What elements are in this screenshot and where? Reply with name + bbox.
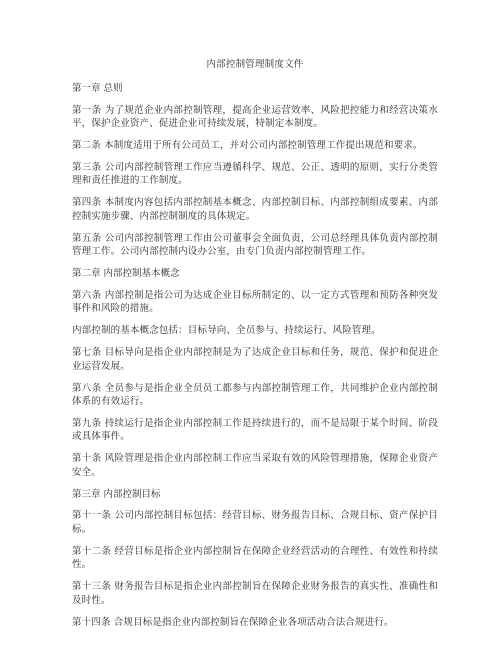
article-9: 第九条 持续运行是指企业内部控制工作是持续进行的，而不是局限于某个时间、阶段或具体事件。 <box>72 418 438 443</box>
article-3: 第三条 公司内部控制管理工作应当遵循科学、规范、公正、透明的原则，实行分类管理和责任推进的工作制度。 <box>72 162 438 187</box>
article-4: 第四条 本制度内容包括内部控制基本概念、内部控制目标、内部控制组成要素、内部控制实施步骤、内部控制制度的具体规定。 <box>72 197 438 222</box>
article-7: 第七条 目标导向是指企业内部控制是为了达成企业目标和任务，规范、保护和促进企业运营发展。 <box>72 347 438 372</box>
article-6: 第六条 内部控制是指公司为达成企业目标所制定的、以一定方式管理和预防各种突发事件和风险的措施。 <box>72 289 438 315</box>
article-2: 第二条 本制度适用于所有公司员工，并对公司内部控制管理工作提出规范和要求。 <box>72 140 423 151</box>
chapter-heading-2: 第二章 内部控制基本概念 <box>72 268 180 280</box>
article-11: 第十一条 公司内部控制目标包括：经营目标、财务报告目标、合规目标、资产保护目标。 <box>72 510 438 535</box>
article-5: 第五条 公司内部控制管理工作由公司董事会全面负责，公司总经理具体负责内部控制管理工作。公司内部控制内设办公室，由专门负责内部控制管理工作。 <box>72 232 438 258</box>
article-12: 第十二条 经营目标是指企业内部控制旨在保障企业经营活动的合理性、有效性和持续性。 <box>72 545 438 571</box>
article-8: 第八条 全员参与是指企业全员员工都参与内部控制管理工作，共同维护企业内部控制体系的有效运行。 <box>72 382 438 408</box>
article-1: 第一条 为了规范企业内部控制管理，提高企业运营效率、风险把控能力和经营决策水平，保护企业资产、促进企业可持续发展，特制定本制度。 <box>72 104 438 129</box>
article-13: 第十三条 财务报告目标是指企业内部控制旨在保障企业财务报告的真实性、准确性和及时性。 <box>72 581 438 606</box>
chapter-heading-3: 第三章 内部控制目标 <box>72 488 161 500</box>
chapter-heading-1: 第一章 总则 <box>72 83 123 94</box>
document-title: 内部控制管理制度文件 <box>206 59 304 70</box>
article-14: 第十四条 合规目标是指企业内部控制旨在保障企业各项活动合法合规进行。 <box>72 616 394 628</box>
concept-summary: 内部控制的基本概念包括：目标导向、全员参与、持续运行、风险管理。 <box>72 325 381 337</box>
article-10: 第十条 风险管理是指企业内部控制工作应当采取有效的风险管理措施，保障企业资产安全。 <box>72 453 438 478</box>
